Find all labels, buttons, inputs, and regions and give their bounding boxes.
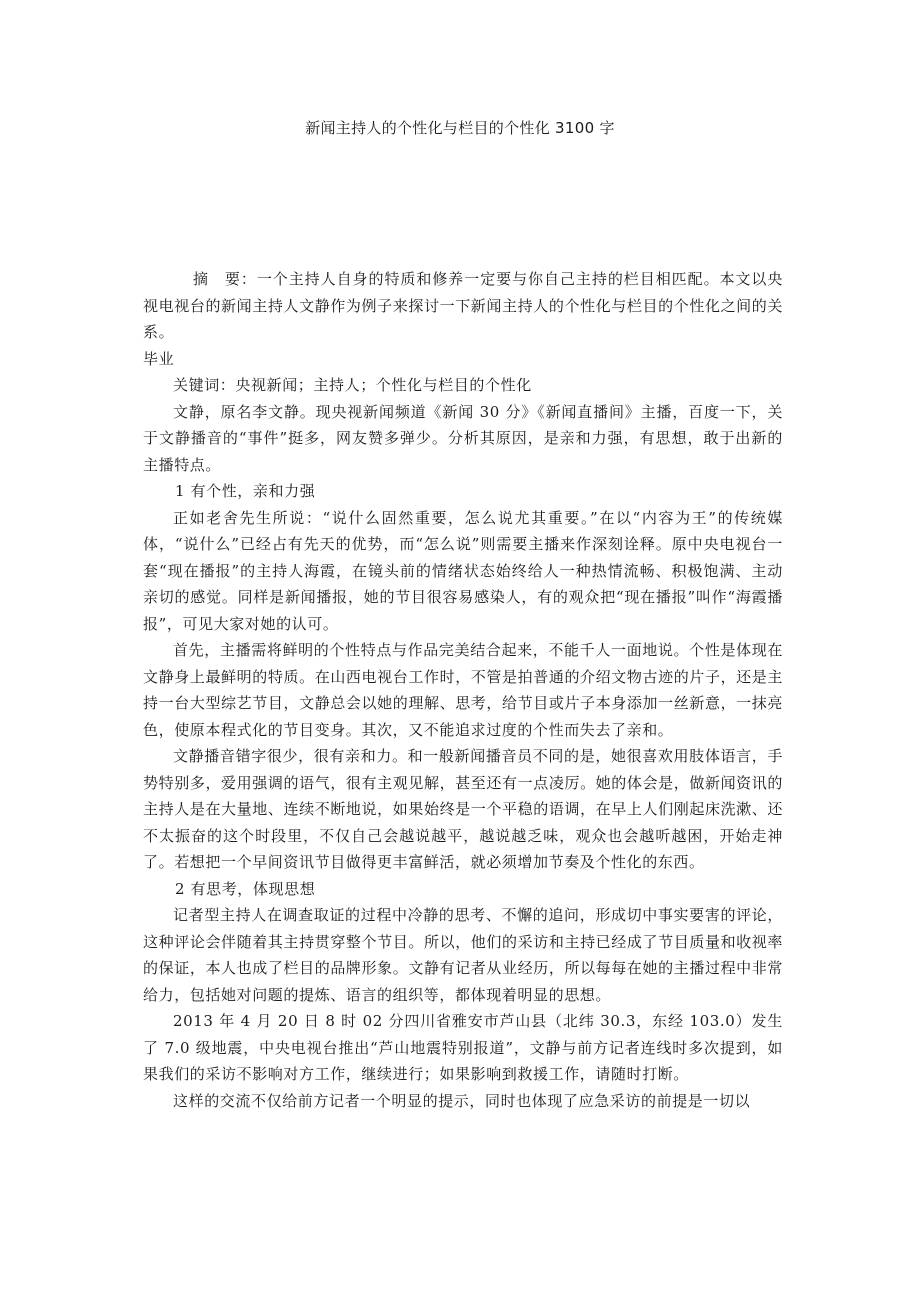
body-paragraph-7: 这样的交流不仅给前方记者一个明显的提示，同时也体现了应急采访的前提是一切以 [173,1091,751,1110]
body-paragraph-3: 首先，主播需将鲜明的个性特点与作品完美结合起来，不能千人一面地说。个性是体现在文静身上最鲜明的特质。在山西电视台工作时，不管是拍普通的介绍文物古迹的片子，还是主持一台大型综艺节目，文静总会以她的理解、思考，给节目或片子本身添加一丝新意，一抹亮色，使原本程式化的节目变身。其次，又不能追求过度的个性而失去了亲和。 [143,641,783,739]
degree-tag: 毕业 [143,349,175,368]
body-paragraph-2: 正如老舍先生所说：“说什么固然重要，怎么说尤其重要。”在以“内容为王”的传统媒体，“说什么”已经占有先天的优势，而“怎么说”则需要主播来作深刻诠释。原中央电视台一套“现在播报”的主持人海霞，在镜头前的情绪状态始终给人一种热情流畅、积极饱满、主动亲切的感觉。同样是新闻播报，她的节目很容易感染人，有的观众把“现在播报”叫作“海霞播报”，可见大家对她的认可。 [143,508,783,633]
body-paragraph-5: 记者型主持人在调查取证的过程中冷静的思考、不懈的追问，形成切中事实要害的评论，这种评论会伴随着其主持贯穿整个节目。所以，他们的采访和主持已经成了节目质量和收视率的保证，本人也成了栏目的品牌形象。文静有记者从业经历，所以每每在她的主播过程中非常给力，包括她对问题的提炼、语言的组织等，都体现着明显的思想。 [143,906,783,1004]
body-paragraph-4: 文静播音错字很少，很有亲和力。和一般新闻播音员不同的是，她很喜欢用肢体语言，手势特别多，爱用强调的语气，很有主观见解，甚至还有一点凌厉。她的体会是，做新闻资讯的主持人是在大量地、连续不断地说，如果始终是一个平稳的语调，在早上人们刚起床洗漱、还不太振奋的这个时段里，不仅自己会越说越平，越说越乏味，观众也会越听越困，开始走神了。若想把一个早间资讯节目做得更丰富鲜活，就必须增加节奏及个性化的东西。 [143,747,783,871]
section-heading-1: 1 有个性，亲和力强 [175,482,316,500]
document-body [143,266,783,1114]
keywords-line: 关键词：央视新闻；主持人；个性化与栏目的个性化 [173,376,532,394]
body-paragraph-6: 2013 年 4 月 20 日 8 时 02 分四川省雅安市芦山县（北纬 30.3，东经 103.0）发生了 7.0 级地震，中央电视台推出“芦山地震特别报道”，文静与前方记者连线时多次提到，如果我们的采访不影响对方工作，继续进行；如果影响到救援工作，请随时打断。 [143,1012,783,1083]
document-title: 新闻主持人的个性化与栏目的个性化 3100 字 [305,119,615,137]
section-heading-2: 2 有思考，体现思想 [175,879,316,898]
body-paragraph-1: 文静，原名李文静。现央视新闻频道《新闻 30 分》《新闻直播间》主播，百度一下，关于文静播音的“事件”挺多，网友赞多弹少。分析其原因，是亲和力强，有思想，敢于出新的主播特点。 [143,402,783,474]
abstract-paragraph: 摘 要：一个主持人自身的特质和修养一定要与你自己主持的栏目相匹配。本文以央视电视台的新闻主持人文静作为例子来探讨一下新闻主持人的个性化与栏目的个性化之间的关系。 [143,270,783,341]
